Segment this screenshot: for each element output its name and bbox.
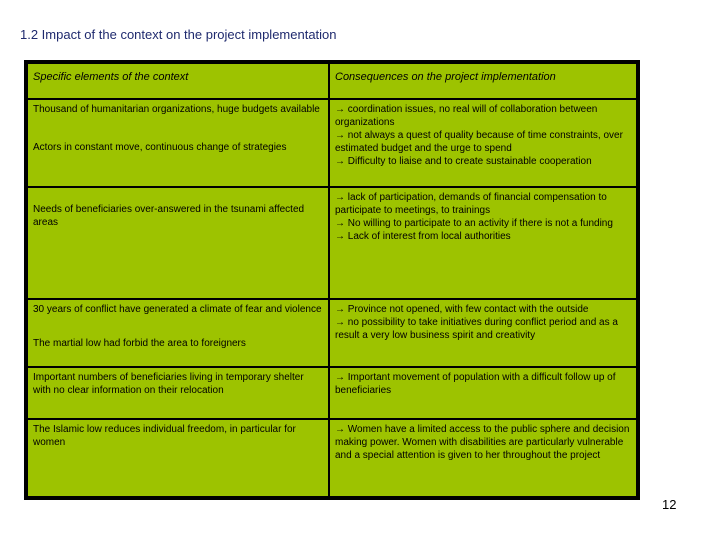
context-text: The martial low had forbid the area to foreigners — [33, 338, 246, 349]
header-consequences: Consequences on the project implementation — [329, 63, 637, 99]
consequence-text: → Difficulty to liaise and to create sustainable cooperation — [335, 156, 592, 167]
consequence-cell — [329, 419, 637, 497]
page-title: 1.2 Impact of the context on the project implementation — [20, 27, 337, 42]
consequence-text: → not always a quest of quality because of time constraints, over estimated budget and the urge to spend — [335, 130, 623, 154]
context-text: Needs of beneficiaries over-answered in the tsunami affected areas — [33, 204, 305, 228]
table-row — [27, 419, 637, 497]
context-text: Thousand of humanitarian organizations, huge budgets available — [33, 104, 320, 115]
consequence-text: → coordination issues, no real will of collaboration between organizations — [335, 104, 598, 128]
consequence-cell — [329, 299, 637, 367]
consequence-cell — [329, 187, 637, 299]
table-row — [27, 367, 637, 419]
context-text: 30 years of conflict have generated a climate of fear and violence — [33, 304, 322, 315]
consequence-cell — [329, 99, 637, 187]
consequence-text: → Lack of interest from local authorities — [335, 231, 511, 242]
context-cell — [27, 187, 329, 299]
context-cell — [27, 367, 329, 419]
consequence-cell — [329, 367, 637, 419]
consequence-text: → no possibility to take initiatives during conflict period and as a result a very low business spirit and creativity — [335, 317, 618, 341]
header-specific-elements: Specific elements of the context — [27, 63, 329, 99]
context-cell — [27, 299, 329, 367]
table-row — [27, 299, 637, 367]
context-cell — [27, 99, 329, 187]
consequence-text: → Important movement of population with a difficult follow up of beneficiaries — [335, 372, 616, 396]
page-number: 12 — [662, 497, 677, 512]
context-text: The Islamic low reduces individual freedom, in particular for women — [33, 424, 296, 448]
table-header-row — [27, 63, 637, 99]
consequence-text: → Women have a limited access to the public sphere and decision making power. Women with disabilities are particularly vulnerable and a special attention is given to her throughout the project — [335, 424, 630, 461]
context-cell — [27, 419, 329, 497]
consequence-text: → Province not opened, with few contact with the outside — [335, 304, 589, 315]
context-text: Actors in constant move, continuous change of strategies — [33, 142, 287, 153]
context-text: Important numbers of beneficiaries living in temporary shelter with no clear information on their relocation — [33, 372, 304, 396]
table-row — [27, 187, 637, 299]
context-impact-table — [26, 62, 638, 498]
consequence-text: → No willing to participate to an activity if there is not a funding — [335, 218, 613, 229]
table-row — [27, 99, 637, 187]
consequence-text: → lack of participation, demands of financial compensation to participate to meetings, to trainings — [335, 192, 607, 216]
